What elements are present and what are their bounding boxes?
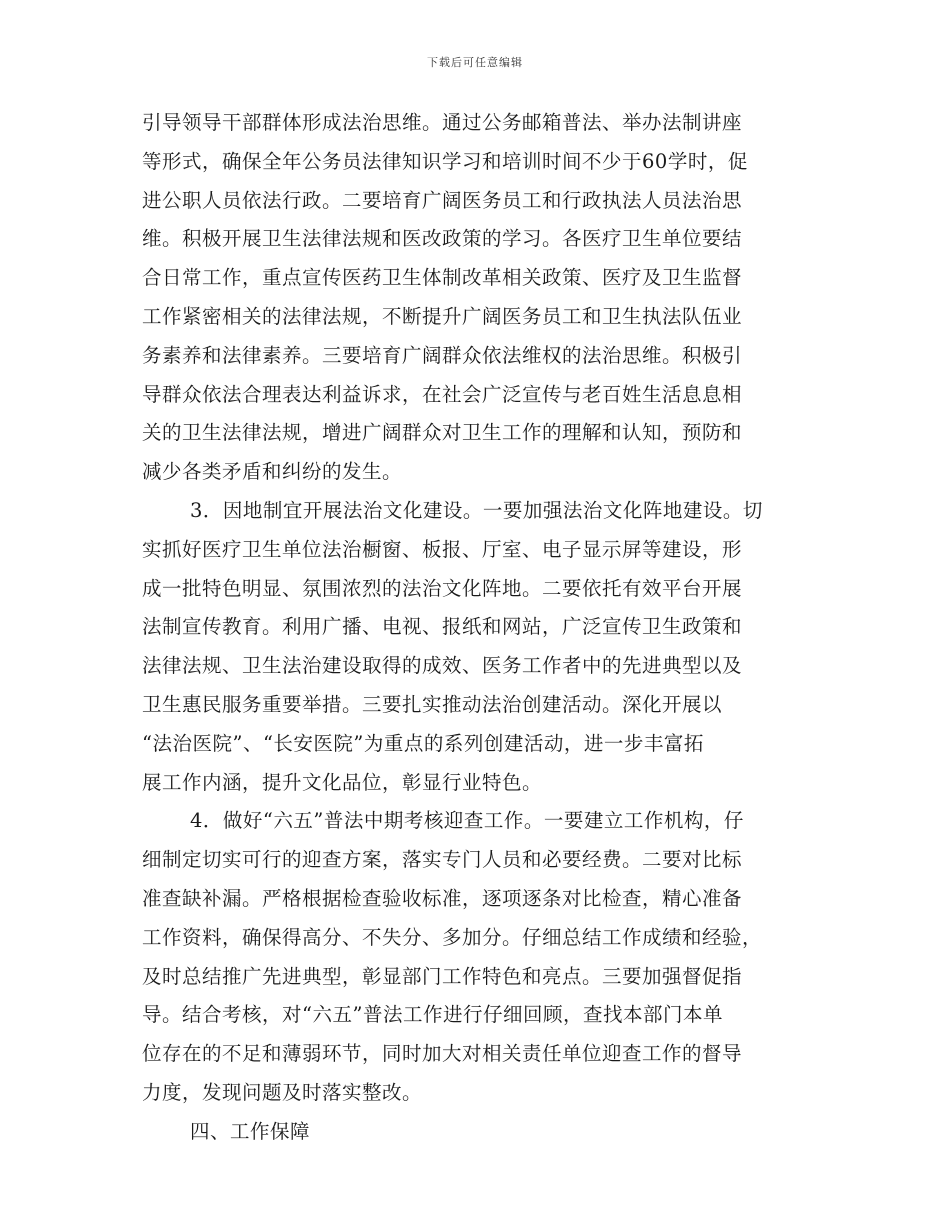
- text-line: 导群众依法合理表达利益诉求，在社会广泛宣传与老百姓生活息息相: [142, 382, 743, 406]
- text-line: 工作紧密相关的法律法规，不断提升广阔医务员工和卫生执法队伍业: [142, 304, 743, 328]
- text-line: 进公职人员依法行政。二要培育广阔医务员工和行政执法人员法治思: [142, 188, 743, 212]
- text-line: 准查缺补漏。严格根据检查验收标准，逐项逐条对比检查，精心准备: [142, 886, 743, 910]
- text-line: 法律法规、卫生法治建设取得的成效、医务工作者中的先进典型以及: [142, 654, 743, 678]
- text-line: 3．因地制宜开展法治文化建设。一要加强法治文化阵地建设。切: [190, 498, 763, 522]
- text-line: 务素养和法律素养。三要培育广阔群众依法维权的法治思维。积极引: [142, 343, 743, 367]
- text-line: 力度，发现问题及时落实整改。: [142, 1080, 423, 1104]
- text-line: 导。结合考核，对“六五”普法工作进行仔细回顾，查找本部门本单: [142, 1003, 723, 1027]
- text-line: “法治医院”、“长安医院”为重点的系列创建活动，进一步丰富拓: [142, 731, 704, 755]
- text-line: 4．做好“六五”普法中期考核迎查工作。一要建立工作机构，仔: [190, 809, 744, 833]
- text-line: 实抓好医疗卫生单位法治橱窗、板报、厅室、电子显示屏等建设，形: [142, 537, 743, 561]
- text-line: 成一批特色明显、氛围浓烈的法治文化阵地。二要依托有效平台开展: [142, 576, 743, 600]
- text-line: 细制定切实可行的迎查方案，落实专门人员和必要经费。二要对比标: [142, 848, 743, 872]
- text-line: 展工作内涵，提升文化品位，彰显行业特色。: [142, 770, 543, 794]
- text-line: 四、工作保障: [190, 1119, 311, 1143]
- text-line: 引导领导干部群体形成法治思维。通过公务邮箱普法、举办法制讲座: [142, 111, 743, 134]
- text-line: 等形式，确保全年公务员法律知识学习和培训时间不少于60学时，促: [142, 149, 748, 173]
- body-text: [142, 104, 822, 1152]
- page-header: 下载后可任意编辑: [427, 56, 523, 69]
- text-line: 减少各类矛盾和纠纷的发生。: [142, 460, 403, 484]
- text-line: 位存在的不足和薄弱环节，同时加大对相关责任单位迎查工作的督导: [142, 1042, 743, 1066]
- text-line: 关的卫生法律法规，增进广阔群众对卫生工作的理解和认知，预防和: [142, 421, 743, 445]
- text-line: 及时总结推广先进典型，彰显部门工作特色和亮点。三要加强督促指: [142, 964, 743, 988]
- text-line: 合日常工作，重点宣传医药卫生体制改革相关政策、医疗及卫生监督: [142, 266, 743, 290]
- text-line: 法制宣传教育。利用广播、电视、报纸和网站，广泛宣传卫生政策和: [142, 615, 743, 639]
- text-line: 维。积极开展卫生法律法规和医改政策的学习。各医疗卫生单位要结: [142, 227, 743, 251]
- text-line: 卫生惠民服务重要举措。三要扎实推动法治创建活动。深化开展以: [142, 692, 723, 716]
- text-line: 工作资料，确保得高分、不失分、多加分。仔细总结工作成绩和经验，: [142, 925, 763, 949]
